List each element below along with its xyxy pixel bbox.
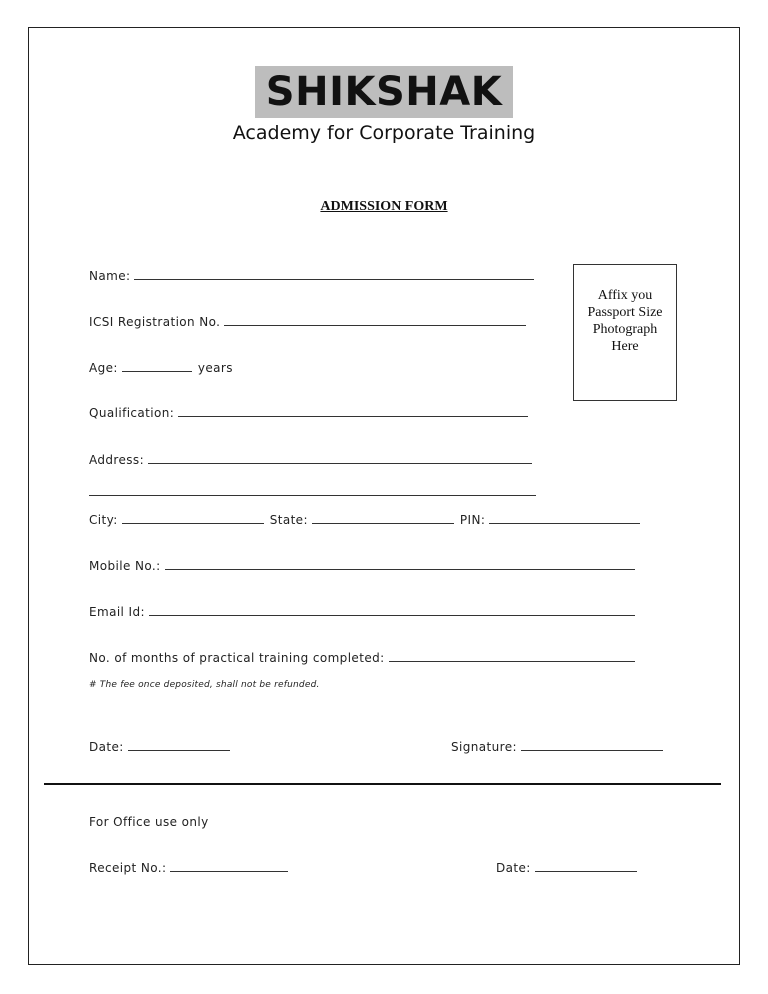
city-label: City:	[89, 513, 118, 527]
qualification-row	[89, 405, 528, 421]
brand-logo-text: SHIKSHAK	[255, 66, 513, 118]
age-fill-line[interactable]	[122, 361, 192, 372]
mobile-row	[89, 558, 635, 574]
signature-row	[451, 739, 663, 755]
email-label: Email Id:	[89, 605, 145, 619]
address-row-2	[89, 484, 536, 500]
state-fill-line[interactable]	[312, 513, 454, 524]
name-row	[89, 268, 534, 284]
form-title: ADMISSION FORM	[320, 199, 448, 214]
office-divider	[44, 783, 721, 785]
icsi-registration-row	[89, 314, 526, 330]
office-date-fill-line[interactable]	[535, 861, 637, 872]
icsi-registration-fill-line[interactable]	[224, 315, 526, 326]
date-row	[89, 739, 230, 755]
receipt-fill-line[interactable]	[170, 861, 288, 872]
photo-box-line-3: Photograph	[592, 322, 658, 337]
mobile-label: Mobile No.:	[89, 559, 161, 573]
email-fill-line[interactable]	[149, 605, 635, 616]
state-label: State:	[269, 513, 308, 527]
date-label: Date:	[89, 740, 124, 754]
address-row	[89, 452, 532, 468]
receipt-label: Receipt No.:	[89, 861, 167, 875]
signature-fill-line[interactable]	[521, 740, 663, 751]
office-date-row	[496, 860, 637, 876]
pin-label: PIN:	[459, 513, 486, 527]
address-fill-line-2[interactable]	[89, 485, 536, 496]
pin-fill-line[interactable]	[489, 513, 640, 524]
mobile-fill-line[interactable]	[165, 559, 635, 570]
training-months-fill-line[interactable]	[389, 651, 635, 662]
name-label: Name:	[89, 269, 131, 283]
address-label: Address:	[89, 453, 145, 467]
address-fill-line[interactable]	[148, 453, 532, 464]
photo-box-line-1: Affix you	[597, 288, 653, 303]
training-months-label: No. of months of practical training completed:	[89, 651, 385, 665]
office-heading: For Office use only	[89, 815, 209, 829]
city-state-pin-row	[89, 512, 640, 528]
training-months-row	[89, 650, 635, 666]
photo-placeholder-box	[573, 264, 677, 401]
signature-label: Signature:	[451, 740, 517, 754]
photo-box-line-2: Passport Size	[587, 305, 663, 320]
office-date-label: Date:	[496, 861, 531, 875]
name-fill-line[interactable]	[134, 269, 534, 280]
date-fill-line[interactable]	[128, 740, 230, 751]
brand-tagline: Academy for Corporate Training	[232, 122, 536, 144]
icsi-registration-label: ICSI Registration No.	[89, 315, 221, 329]
qualification-label: Qualification:	[89, 406, 175, 420]
photo-box-line-4: Here	[611, 339, 639, 354]
receipt-row	[89, 860, 288, 876]
age-row	[89, 360, 233, 376]
age-unit-label: years	[197, 361, 233, 375]
age-label: Age:	[89, 361, 118, 375]
email-row	[89, 604, 635, 620]
qualification-fill-line[interactable]	[178, 406, 528, 417]
city-fill-line[interactable]	[122, 513, 264, 524]
fee-refund-note: # The fee once deposited, shall not be refunded.	[89, 680, 320, 690]
